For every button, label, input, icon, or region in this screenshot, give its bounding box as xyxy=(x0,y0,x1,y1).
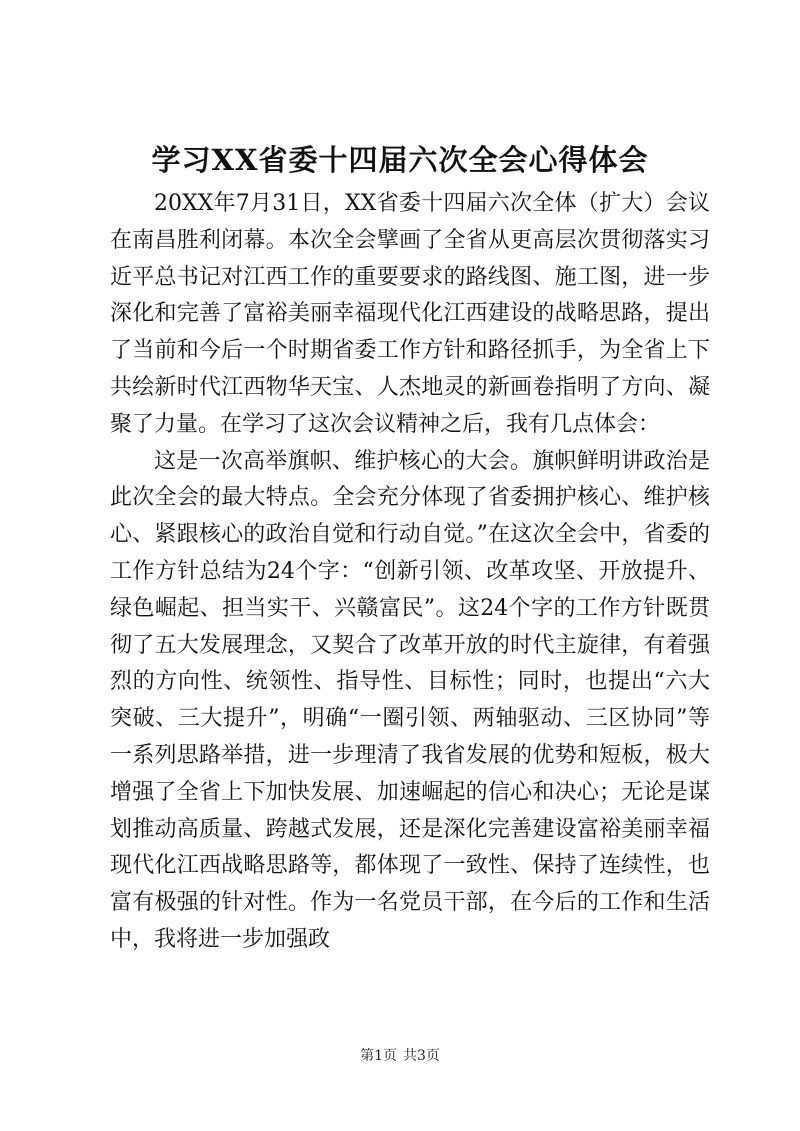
paragraph-intro: 20XX年7月31日，XX省委十四届六次全体（扩大）会议在南昌胜利闭幕。本次全会擘画了全省从更高层次贯彻落实习近平总书记对江西工作的重要要求的路线图、施工图，进一步深化和完善了富裕美丽幸福现代化江西建设的战略思路，提出了当前和今后一个时期省委工作方针和路径抓手，为全省上下共绘新时代江西物华天宝、人杰地灵的新画卷指明了方向、凝聚了力量。在学习了这次会议精神之后，我有几点体会： xyxy=(110,191,710,437)
document-title: 学习XX省委十四届六次全会心得体会 xyxy=(151,143,649,177)
page-footer xyxy=(0,1046,800,1066)
document-body xyxy=(110,186,710,959)
page-number: 第1页 xyxy=(360,1048,397,1064)
paragraph-main: 这是一次高举旗帜、维护核心的大会。旗帜鲜明讲政治是此次全会的最大特点。全会充分体现了省委拥护核心、维护核心、紧跟核心的政治自觉和行动自觉。”在这次全会中，省委的工作方针总结为24个字：“创新引领、改革攻坚、开放提升、绿色崛起、担当实干、兴赣富民”。这24个字的工作方针既贯彻了五大发展理念，又契合了改革开放的时代主旋律，有着强烈的方向性、统领性、指导性、目标性；同时，也提出“六大突破、三大提升”，明确“一圈引领、两轴驱动、三区协同”等一系列思路举措，进一步理清了我省发展的优势和短板，极大增强了全省上下加快发展、加速崛起的信心和决心；无论是谋划推动高质量、跨越式发展，还是深化完善建设富裕美丽幸福现代化江西战略思路等，都体现了一致性、保持了连续性，也富有极强的针对性。作为一名党员干部，在今后的工作和生活中，我将进一步加强政 xyxy=(110,448,710,952)
page-total: 共3页 xyxy=(403,1048,440,1064)
